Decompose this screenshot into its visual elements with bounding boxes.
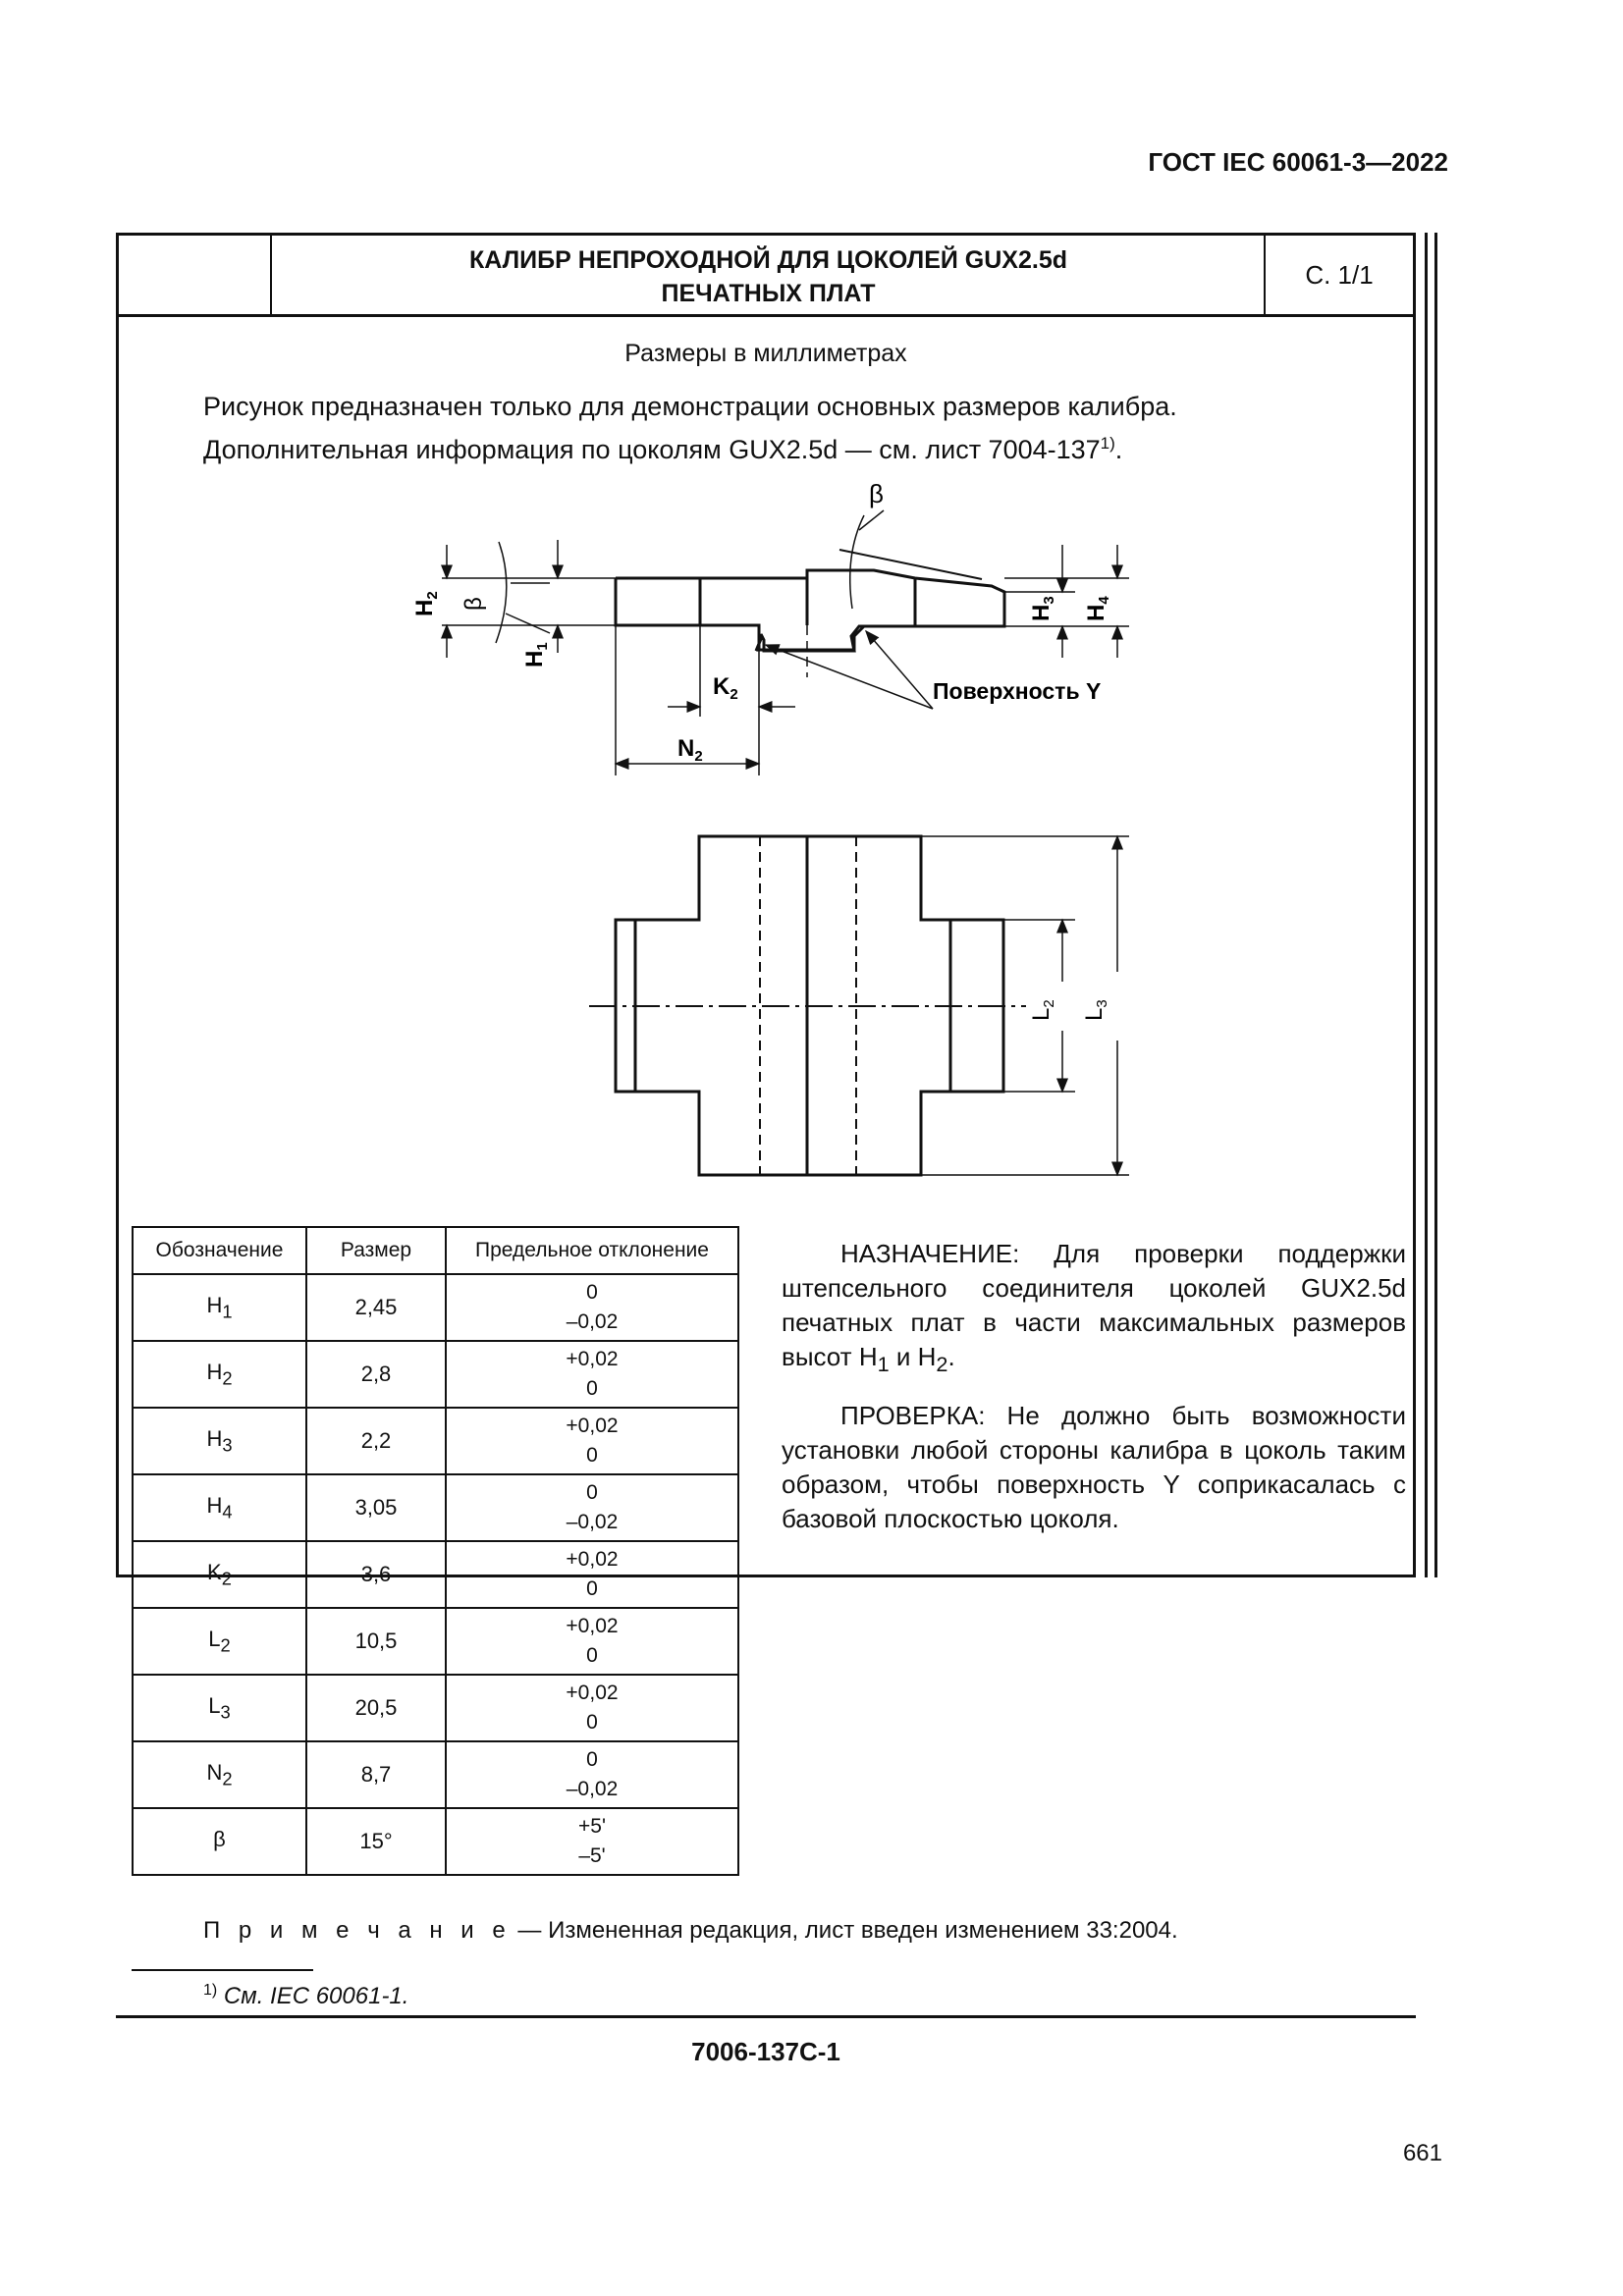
footnote-rule <box>132 1969 313 1971</box>
tolerance-cell: +0,02 0 <box>446 1608 738 1675</box>
table-row <box>133 1675 738 1741</box>
symbol-cell: $H_3$ <box>133 1408 306 1474</box>
symbol-cell: β <box>133 1808 306 1875</box>
check-paragraph: ПРОВЕРКА: Не должно быть возможности установки любой стороны калибра в цоколь таким образом, чтобы поверхность Y соприкасалась с базовой плоскостью цоколя. <box>782 1401 1406 1534</box>
table-row <box>133 1408 738 1474</box>
footnote: $^{1)}$ См. IEC 60061-1. <box>203 1982 409 2009</box>
symbol-cell: $K_2$ <box>133 1541 306 1608</box>
h1-label: $H_1$ <box>521 642 551 667</box>
table-row <box>133 1808 738 1875</box>
size-cell: 20,5 <box>306 1675 446 1741</box>
table-row <box>133 1274 738 1341</box>
beta-label-left: β <box>460 597 487 611</box>
table-row <box>133 1541 738 1608</box>
h3-label: $H_3$ <box>1028 596 1057 621</box>
table-row <box>133 1341 738 1408</box>
size-cell: 15° <box>306 1808 446 1875</box>
col-header-symbol: Обозначение <box>133 1227 306 1274</box>
l3-label: $L_3$ <box>1081 999 1110 1021</box>
surface-y-label: Поверхность Y <box>933 678 1102 704</box>
symbol-cell: $N_2$ <box>133 1741 306 1808</box>
beta-label-top: β <box>869 479 884 508</box>
sheet-code: 7006-137C-1 <box>691 2037 840 2066</box>
size-cell: 10,5 <box>306 1608 446 1675</box>
standard-number: ГОСТ IEC 60061-3—2022 <box>1148 147 1448 177</box>
h2-label: $H_2$ <box>411 591 441 616</box>
beta-reference-line <box>839 550 982 579</box>
col-header-tolerance: Предельное отклонение <box>446 1227 738 1274</box>
n2-label: $N_2$ <box>677 735 703 765</box>
page-number: 661 <box>1402 2140 1442 2166</box>
tolerance-cell: 0 –0,02 <box>446 1274 738 1341</box>
purpose-text <box>782 1237 1406 1554</box>
tolerance-cell: +5' –5' <box>446 1808 738 1875</box>
table-row <box>133 1741 738 1808</box>
intro-line2: Дополнительная информация по цоколям GUX2.5d — см. лист 7004-137$^{1)}$. <box>203 434 1123 464</box>
sheet-title-line1: КАЛИБР НЕПРОХОДНОЙ ДЛЯ ЦОКОЛЕЙ GUX2.5d <box>468 246 1067 274</box>
units-note: Размеры в миллиметрах <box>624 340 907 367</box>
side-view-outline <box>616 570 1004 651</box>
symbol-cell: $L_3$ <box>133 1675 306 1741</box>
footer-separator <box>116 2015 1416 2018</box>
symbol-cell: $H_4$ <box>133 1474 306 1541</box>
sheet-number: С. 1/1 <box>1305 260 1374 290</box>
size-cell: 2,2 <box>306 1408 446 1474</box>
tolerance-cell: +0,02 0 <box>446 1541 738 1608</box>
tolerance-cell: 0 –0,02 <box>446 1741 738 1808</box>
intro-line1: Рисунок предназначен только для демонстрации основных размеров калибра. <box>203 392 1177 421</box>
table-row <box>133 1474 738 1541</box>
dimensions-table <box>132 1226 739 1876</box>
symbol-cell: $H_2$ <box>133 1341 306 1408</box>
tolerance-cell: +0,02 0 <box>446 1408 738 1474</box>
tolerance-cell: 0 –0,02 <box>446 1474 738 1541</box>
purpose-paragraph: НАЗНАЧЕНИЕ: Для проверки поддержки штепсельного соединителя цоколей GUX2.5d печатных плат в части максимальных размеров высот $H_1$ и $H_2$. <box>782 1239 1406 1377</box>
size-cell: 3,05 <box>306 1474 446 1541</box>
size-cell: 3,6 <box>306 1541 446 1608</box>
size-cell: 2,8 <box>306 1341 446 1408</box>
size-cell: 2,45 <box>306 1274 446 1341</box>
l2-label: $L_2$ <box>1028 999 1057 1021</box>
h4-label: $H_4$ <box>1083 596 1112 621</box>
tolerance-cell: +0,02 0 <box>446 1675 738 1741</box>
sheet-title-line2: ПЕЧАТНЫХ ПЛАТ <box>661 280 876 307</box>
symbol-cell: $H_1$ <box>133 1274 306 1341</box>
note: П р и м е ч а н и е — Измененная редакция, лист введен изменением 33:2004. <box>203 1917 1178 1944</box>
tolerance-cell: +0,02 0 <box>446 1341 738 1408</box>
size-cell: 8,7 <box>306 1741 446 1808</box>
symbol-cell: $L_2$ <box>133 1608 306 1675</box>
table-row <box>133 1608 738 1675</box>
col-header-size: Размер <box>306 1227 446 1274</box>
k2-label: $K_2$ <box>713 673 738 703</box>
